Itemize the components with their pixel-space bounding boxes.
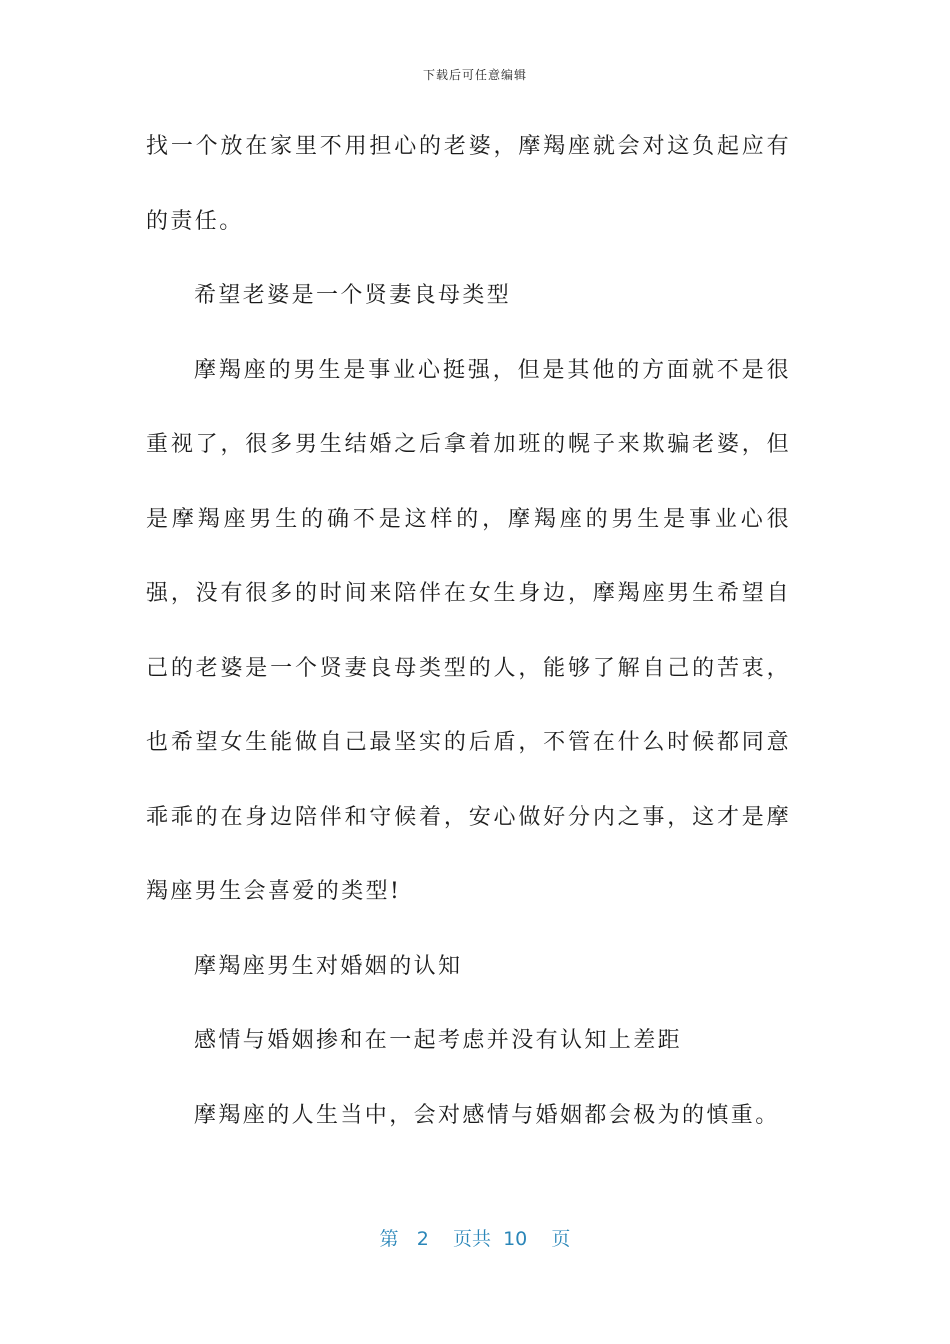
heading-love-and-marriage: 感情与婚姻掺和在一起考虑并没有认知上差距 [194,1028,683,1053]
heading-marriage-cognition: 摩羯座男生对婚姻的认知 [194,953,463,979]
page-header: 下载后可任意编辑 [422,68,527,82]
paragraph-responsibility: 找一个放在家里不用担心的老婆，摩羯座就会对这负起应有的责任。 [146,134,791,234]
footer-prefix: 第 [379,1228,399,1250]
paragraph-career-minded: 摩羯座的男生是事业心挺强，但是其他的方面就不是很重视了，很多男生结婚之后拿着加班的幌子来欺骗老婆，但是摩羯座男生的确不是这样的，摩羯座的男生是事业心很强，没有很多的时间来陪伴在女生身边，摩羯座男生希望自己的老婆是一个贤妻良母类型的人，能够了解自己的苦衷，也希望女生能做自己最坚实的后盾，不管在什么时候都同意乖乖的在身边陪伴和守候着，安心做好分内之事，这才是摩羯座男生会喜爱的类型! [146,357,791,904]
paragraph-cautious: 摩羯座的人生当中，会对感情与婚姻都会极为的慎重。 [194,1102,780,1128]
page-footer [0,1224,950,1251]
heading-virtuous-wife: 希望老婆是一个贤妻良母类型 [194,283,512,308]
footer-suffix: 页 [551,1228,571,1250]
footer-middle: 页共 [452,1228,491,1250]
total-pages-number: 10 [503,1228,528,1250]
current-page-number: 2 [416,1228,429,1250]
document-body [146,110,791,1153]
